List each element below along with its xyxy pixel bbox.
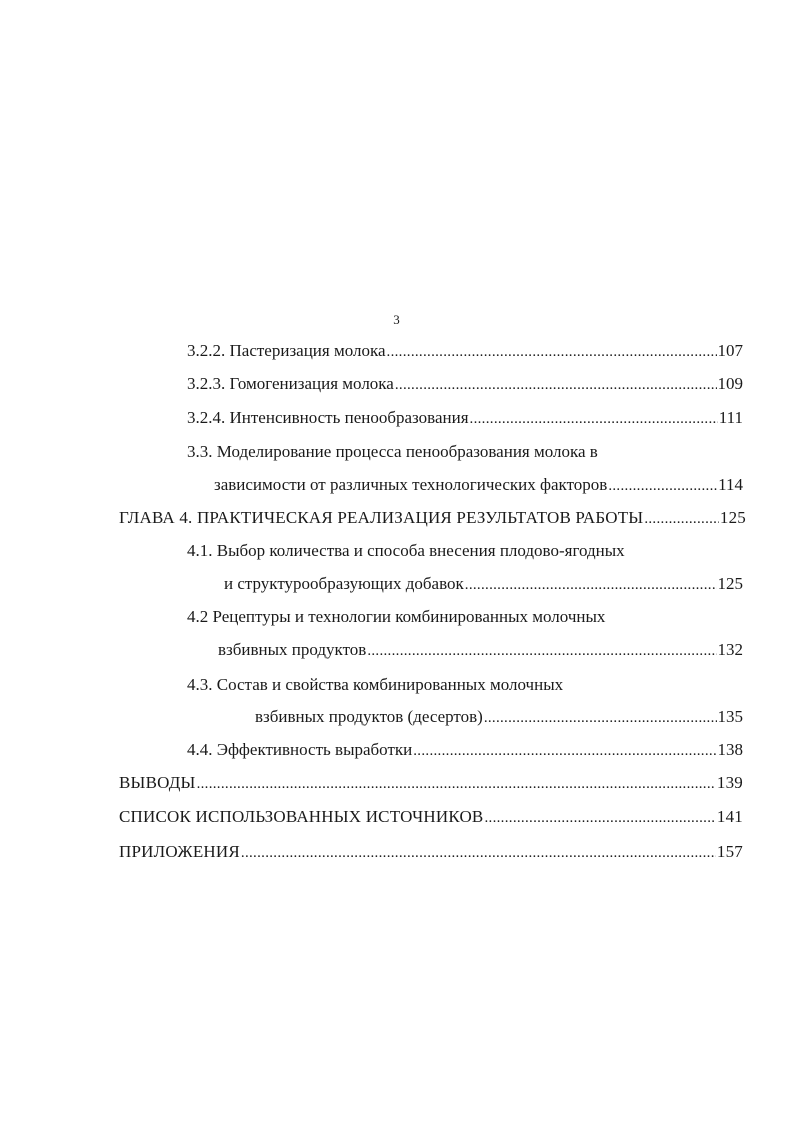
- toc-entry-title: ГЛАВА 4. ПРАКТИЧЕСКАЯ РЕАЛИЗАЦИЯ РЕЗУЛЬТАТОВ РАБОТЫ: [119, 508, 644, 527]
- toc-entry-title-line2: зависимости от различных технологических факторов: [214, 475, 608, 494]
- toc-entry-page: 111: [718, 408, 743, 427]
- toc-entry-page: 107: [717, 341, 743, 360]
- dot-leader: [484, 806, 715, 830]
- toc-chapter-entry: [119, 805, 743, 829]
- dot-leader: [197, 772, 716, 796]
- dot-leader: [608, 474, 717, 498]
- toc-chapter-entry: [119, 771, 743, 795]
- toc-entry-page: 157: [716, 842, 743, 861]
- toc-chapter-entry: [119, 506, 746, 530]
- toc-entry-page: 132: [717, 640, 743, 659]
- toc-chapter-entry: [119, 840, 743, 864]
- toc-entry-title-line1: 3.3. Моделирование процесса пенообразования молока в: [187, 442, 598, 461]
- toc-entry: [218, 638, 743, 662]
- toc-entry-page: 141: [716, 807, 743, 826]
- toc-entry: [255, 705, 743, 729]
- toc-entry: [187, 372, 743, 396]
- toc-entry: [187, 339, 743, 363]
- toc-entry-page: 139: [716, 773, 743, 792]
- toc-entry-page: 125: [719, 508, 746, 527]
- toc-entry: [187, 406, 743, 430]
- dot-leader: [644, 507, 719, 531]
- page-number: 3: [393, 312, 400, 327]
- toc-entry-page: 114: [718, 475, 743, 494]
- dot-leader: [241, 841, 716, 865]
- toc-entry-title: СПИСОК ИСПОЛЬЗОВАННЫХ ИСТОЧНИКОВ: [119, 807, 484, 826]
- dot-leader: [387, 340, 717, 364]
- toc-entry-title: ПРИЛОЖЕНИЯ: [119, 842, 240, 861]
- toc-entry-title: ВЫВОДЫ: [119, 773, 196, 792]
- toc-entry-page: 109: [717, 374, 743, 393]
- toc-entry-title-line1: 4.2 Рецептуры и технологии комбинированных молочных: [187, 607, 606, 626]
- toc-entry-title: 3.2.3. Гомогенизация молока: [187, 374, 394, 393]
- toc-entry-title: 3.2.2. Пастеризация молока: [187, 341, 386, 360]
- dot-leader: [367, 639, 716, 663]
- toc-entry-page: 138: [717, 740, 743, 759]
- dot-leader: [470, 407, 718, 431]
- toc-entry-title-line1: 4.1. Выбор количества и способа внесения плодово-ягодных: [187, 541, 625, 560]
- toc-entry-page: 125: [717, 574, 743, 593]
- toc-entry-page: 135: [717, 707, 743, 726]
- dot-leader: [395, 373, 717, 397]
- toc-entry-title-line1: 4.3. Состав и свойства комбинированных молочных: [187, 675, 564, 694]
- dot-leader: [484, 706, 717, 730]
- toc-entry-title-line2: и структурообразующих добавок: [224, 574, 464, 593]
- toc-entry: [214, 473, 743, 497]
- toc-entry-title: 4.4. Эффективность выработки: [187, 740, 413, 759]
- toc-entry: [224, 572, 743, 596]
- dot-leader: [413, 739, 716, 763]
- toc-entry-title-line2: взбивных продуктов (десертов): [255, 707, 483, 726]
- toc-entry: [187, 738, 743, 762]
- toc-entry-title: 3.2.4. Интенсивность пенообразования: [187, 408, 469, 427]
- toc-entry-title-line2: взбивных продуктов: [218, 640, 367, 659]
- dot-leader: [465, 573, 717, 597]
